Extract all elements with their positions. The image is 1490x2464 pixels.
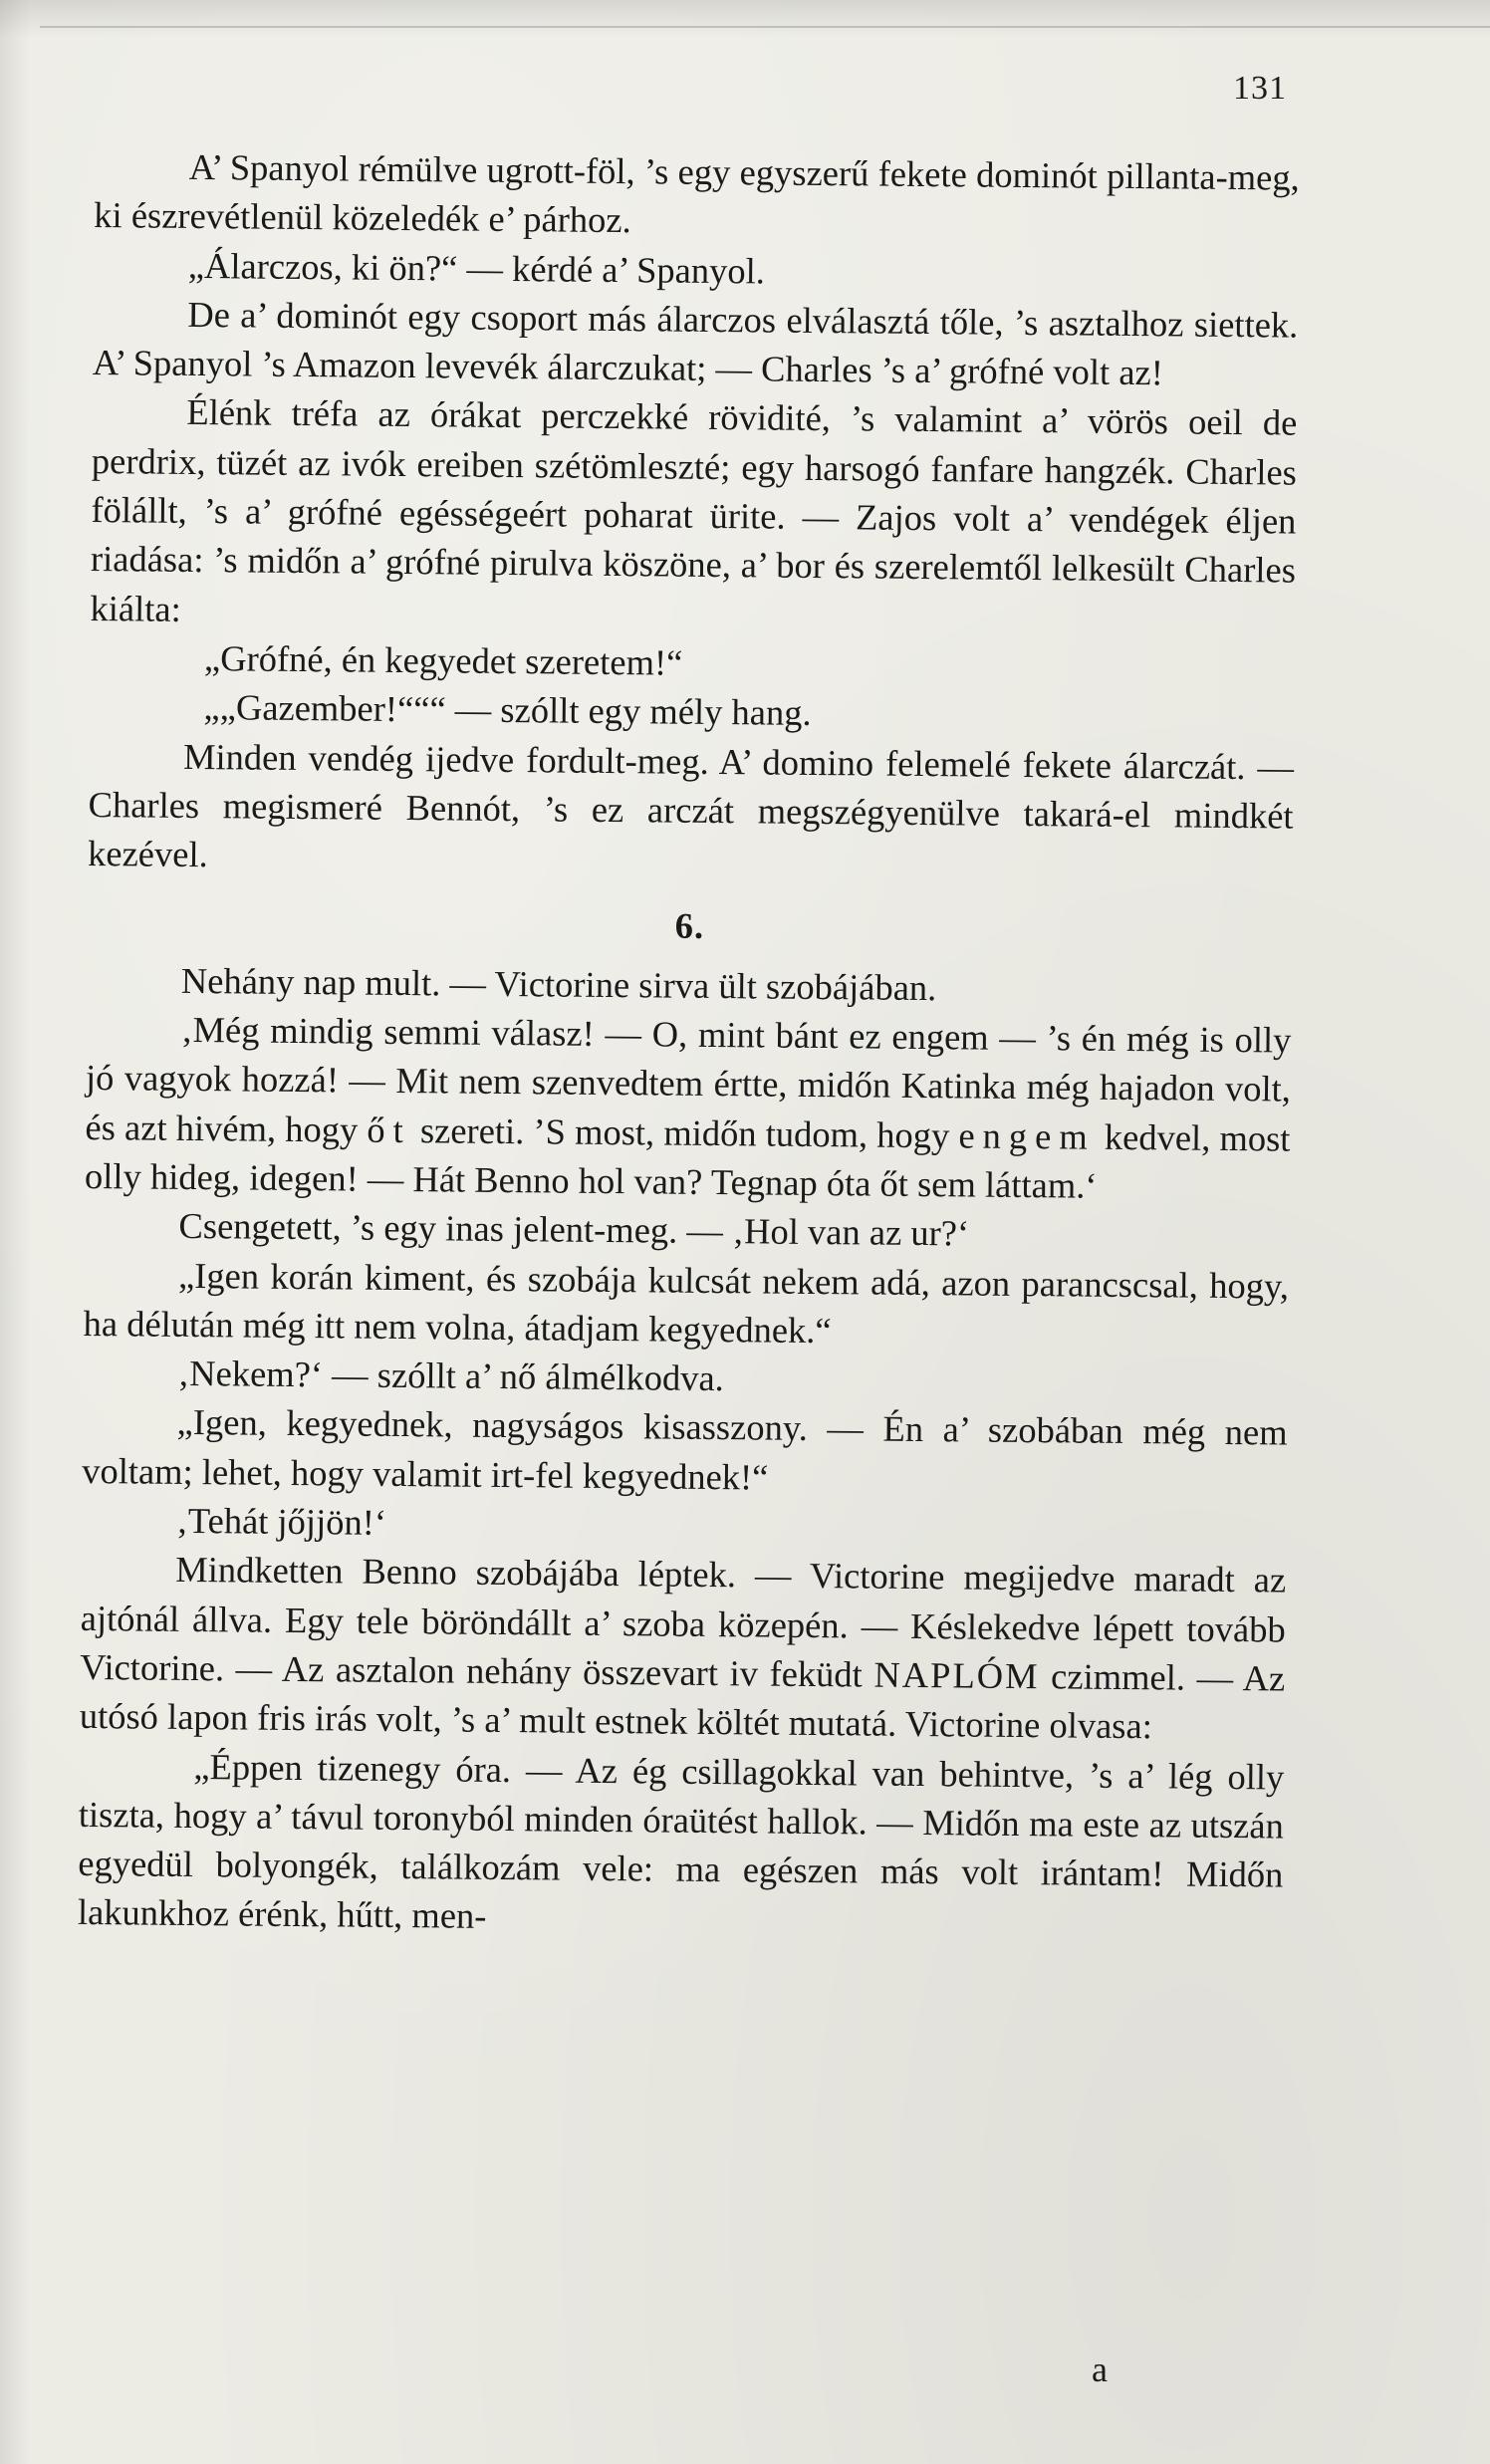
paragraph: Csengetett, ’s egy inas jelent-meg. — ‚Hol van az ur?‘: [178, 1205, 970, 1254]
emphasized-word: őt: [367, 1109, 411, 1150]
dialogue-line: ‚Tehát jőjjön!‘: [175, 1499, 387, 1543]
text-run: czimmel. — Az utósó lapon fris irás volt, ’s a’ mult estnek költét mutatá. Victorine olvasa:: [79, 1655, 1286, 1747]
top-rule: [40, 26, 1490, 28]
section-heading: 6.: [674, 905, 705, 947]
text-run: ‚Még mindig semmi válasz! — O, mint bánt ez engem — ’s én még is olly jó vagyok hozzá! — Mit nem szenvedtem értte, midőn Katinka még hajadon volt, és azt hivém, hogy: [85, 1008, 1292, 1150]
page-top-shadow: [0, 0, 1490, 38]
emphasized-word: engem: [958, 1114, 1096, 1157]
diary-entry: „Éppen tizenegy óra. — Az ég csillagokkal van behintve, ’s a’ lég olly tiszta, hogy a’ távul toronyból minden óraütést hallok. — Midőn ma este az utszán egyedül bolyongék, találkozám vele: ma egészen más volt irántam! Midőn lakunkhoz érénk, hűtt, men-: [77, 1745, 1285, 1937]
text-run: szereti. ’S most, midőn tudom, hogy: [410, 1109, 959, 1156]
paragraph: De a’ dominót egy csoport más álarczos elválasztá tőle, ’s asztalhoz siettek. A’ Spanyol ’s Amazon levevék álarczukat; — Charles ’s a’ grófné volt az!: [92, 293, 1299, 393]
paragraph: A’ Spanyol rémülve ugrott-föl, ’s egy egyszerű fekete dominót pillanta-meg, ki észrevétlenül közeledék e’ párhoz.: [94, 145, 1300, 241]
dialogue-line: „„Gazember!“““ — szóllt egy mély hang.: [203, 686, 812, 734]
text-run: Mindketten Benno szobájába léptek. — Victorine megijedve maradt az ajtónál állva. Egy tele böröndállt a’ szoba közepén. — Késlekedve lépett tovább Victorine. — Az asztalon nehány összevart iv feküdt: [80, 1549, 1287, 1695]
paragraph: „Álarczos, ki ön?“ — kérdé a’ Spanyol.: [187, 244, 766, 292]
text-run: kedvel, most olly hideg, idegen! — Hát Benno hol van? Tegnap óta őt sem láttam.‘: [84, 1115, 1291, 1206]
dialogue-line: ‚Nekem?‘ — szóllt a’ nő álmélkodva.: [176, 1352, 724, 1399]
dialogue-line: „Grófné, én kegyedet szeretem!“: [203, 637, 683, 683]
catchword: a: [1092, 2349, 1108, 2389]
paragraph: Nehány nap mult. — Victorine sirva ült szobájában.: [180, 959, 937, 1008]
paragraph: Élénk tréfa az órákat perczekké rövidité, ’s valamint a’ vörös oeil de perdrix, tüzét az ivók ereiben szétömleszté; egy harsogó fanfare hangzék. Charles fölállt, ’s a’ grófné egésségeért poharat ürite. — Zajos volt a’ vendégek éljen riadása: ’s midőn a’ grófné pirulva köszöne, a’ bor és szerelemtől lelkesült Charles kiálta:: [90, 391, 1298, 629]
page-number: 131: [1233, 70, 1287, 107]
dialogue-line: „Igen, kegyednek, nagyságos kisasszony. — Én a’ szobában még nem voltam; lehet, hogy valamit irt-fel kegyednek!“: [81, 1401, 1288, 1498]
paragraph: [80, 1544, 1287, 1752]
dialogue-line: „Igen korán kiment, és szobája kulcsát nekem adá, azon parancscsal, hogy, ha délután még itt nem volna, átadjam kegyednek.“: [83, 1254, 1290, 1351]
page-left-shadow: [0, 0, 30, 2464]
paragraph: Minden vendég ijedve fordult-meg. A’ domino felemelé fekete álarczát. — Charles megismeré Bennót, ’s ez arczát megszégyenülve takará-el mindkét kezével.: [87, 735, 1295, 875]
diary-title: NAPLÓM: [873, 1653, 1040, 1697]
body-text: [78, 141, 1300, 1948]
paragraph: [85, 1004, 1292, 1212]
